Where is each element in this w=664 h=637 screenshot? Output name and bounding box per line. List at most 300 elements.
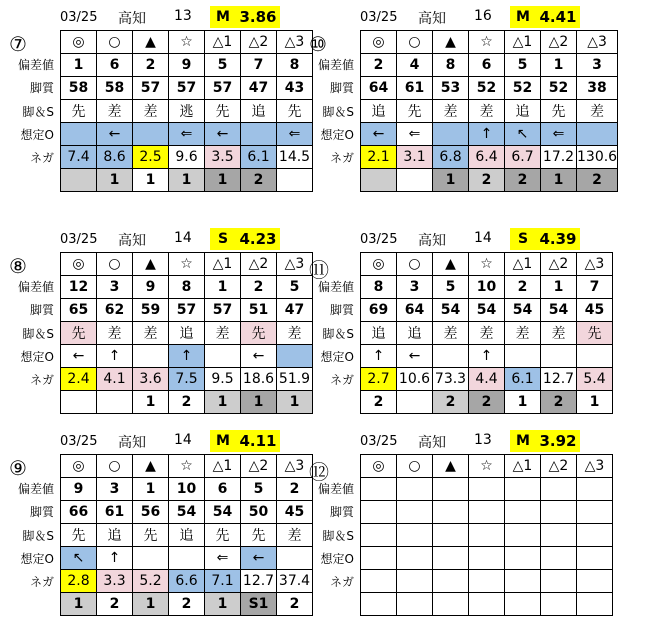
arrow-cell: [397, 547, 433, 570]
mark-cell: △2: [541, 253, 577, 276]
odds-cell: 6.1: [241, 146, 277, 169]
arrow-cell: [241, 123, 277, 146]
race-venue: 高知: [418, 233, 446, 249]
mark-cell: ▲: [433, 253, 469, 276]
score-cell: 61: [397, 77, 433, 100]
horse-number-cell: 1: [541, 276, 577, 299]
horse-number-cell: [505, 478, 541, 501]
horse-number-cell: 2: [241, 276, 277, 299]
score-cell: 50: [241, 501, 277, 524]
horse-number-cell: 5: [205, 54, 241, 77]
horse-number-cell: 5: [505, 54, 541, 77]
horse-number-cell: 4: [397, 54, 433, 77]
table-row: [361, 570, 613, 593]
horse-number-cell: 7: [577, 276, 613, 299]
score-cell: 54: [205, 501, 241, 524]
race-venue: 高知: [418, 435, 446, 451]
race-table: [60, 252, 313, 414]
negative-cell: 2: [577, 169, 618, 192]
row-label: 偏差値: [17, 482, 54, 496]
score-cell: 61: [97, 501, 133, 524]
table-row: [61, 322, 313, 345]
horse-number-cell: [361, 478, 397, 501]
race-number: ⑫: [309, 460, 329, 484]
score-cell: [541, 501, 577, 524]
score-cell: 54: [169, 501, 205, 524]
mark-cell: △3: [577, 31, 618, 54]
running-style-cell: 先: [205, 524, 241, 547]
arrow-cell: ↑: [361, 345, 397, 368]
horse-number-cell: 1: [205, 276, 241, 299]
odds-cell: [433, 570, 469, 593]
running-style-cell: 追: [397, 322, 433, 345]
odds-cell: 3.5: [205, 146, 241, 169]
mark-cell: △2: [541, 455, 577, 478]
score-cell: 57: [205, 77, 241, 100]
running-style-cell: 先: [61, 524, 97, 547]
row-label: 脚＆S: [22, 528, 54, 543]
row-label: 脚＆S: [322, 326, 354, 341]
running-style-cell: 差: [97, 100, 133, 123]
table-row: [61, 368, 313, 391]
mark-cell: ▲: [433, 455, 469, 478]
mark-cell: ◎: [61, 31, 97, 54]
running-style-cell: [361, 524, 397, 547]
score-cell: 62: [97, 299, 133, 322]
horse-number-cell: 3: [97, 478, 133, 501]
score-cell: 52: [505, 77, 541, 100]
table-row: [361, 593, 613, 616]
race-date: 03/25: [60, 232, 98, 247]
horse-number-cell: 5: [433, 276, 469, 299]
race-header: [360, 430, 662, 452]
arrow-cell: ↖: [505, 123, 541, 146]
mark-cell: △3: [277, 31, 313, 54]
row-label: 偏差値: [317, 280, 354, 294]
negative-cell: 1: [97, 169, 133, 192]
negative-cell: 2: [277, 593, 313, 616]
table-row: [61, 593, 313, 616]
row-label: 想定O: [320, 349, 354, 364]
row-labels: [302, 54, 358, 170]
table-row: [361, 77, 618, 100]
score-cell: 43: [277, 77, 313, 100]
race-grade: S: [210, 228, 236, 250]
running-style-cell: 差: [277, 322, 313, 345]
score-cell: 58: [61, 77, 97, 100]
table-row: [61, 345, 313, 368]
race-header: [360, 6, 662, 28]
odds-cell: [469, 570, 505, 593]
horse-number-cell: 8: [277, 54, 313, 77]
mark-cell: ◎: [61, 455, 97, 478]
pace-value: 3.92: [536, 430, 580, 452]
negative-cell: 2: [469, 169, 505, 192]
odds-cell: 4.4: [469, 368, 505, 391]
table-row: [61, 123, 313, 146]
horse-number-cell: 2: [277, 478, 313, 501]
mark-cell: ○: [397, 31, 433, 54]
row-label: 脚＆S: [322, 528, 354, 543]
negative-cell: 1: [577, 391, 613, 414]
race-header: [60, 6, 362, 28]
odds-cell: 10.6: [397, 368, 433, 391]
table-row: [361, 345, 613, 368]
negative-cell: 1: [205, 169, 241, 192]
negative-cell: 1: [205, 593, 241, 616]
horse-number-cell: 9: [133, 276, 169, 299]
mark-cell: △2: [541, 31, 577, 54]
odds-cell: [361, 570, 397, 593]
odds-cell: [505, 570, 541, 593]
arrow-cell: [133, 547, 169, 570]
mark-cell: △1: [205, 253, 241, 276]
negative-cell: 1: [277, 391, 313, 414]
odds-cell: 12.7: [241, 570, 277, 593]
row-label: ネガ: [29, 575, 54, 590]
mark-cell: ◎: [361, 253, 397, 276]
score-cell: [433, 501, 469, 524]
table-row: [61, 478, 313, 501]
negative-cell: 2: [505, 169, 541, 192]
score-cell: 45: [577, 299, 613, 322]
arrow-cell: ↑: [97, 547, 133, 570]
score-cell: 57: [205, 299, 241, 322]
arrow-cell: ⇐: [397, 123, 433, 146]
table-row: [361, 146, 618, 169]
score-cell: 69: [361, 299, 397, 322]
table-row: [361, 276, 613, 299]
row-label: 脚＆S: [322, 104, 354, 119]
runner-count: 16: [474, 8, 492, 24]
row-label: ネガ: [329, 151, 354, 166]
running-style-cell: 先: [133, 524, 169, 547]
table-row: [361, 123, 618, 146]
pace-value: 4.23: [236, 228, 280, 250]
horse-number-cell: 7: [241, 54, 277, 77]
odds-cell: 2.1: [361, 146, 397, 169]
odds-cell: 2.7: [361, 368, 397, 391]
mark-cell: ☆: [169, 253, 205, 276]
score-cell: 56: [133, 501, 169, 524]
race-grade: M: [210, 430, 236, 452]
negative-cell: [397, 391, 433, 414]
odds-cell: 6.6: [169, 570, 205, 593]
score-cell: 53: [433, 77, 469, 100]
mark-cell: ◎: [361, 31, 397, 54]
arrow-cell: [541, 547, 577, 570]
runner-count: 14: [174, 230, 192, 246]
score-cell: 58: [97, 77, 133, 100]
mark-cell: ▲: [433, 31, 469, 54]
negative-cell: 1: [541, 169, 577, 192]
table-row: [361, 169, 618, 192]
row-labels: [302, 276, 358, 392]
odds-cell: 5.2: [133, 570, 169, 593]
race-date: 03/25: [60, 434, 98, 449]
score-cell: 54: [469, 299, 505, 322]
arrow-cell: ←: [361, 123, 397, 146]
odds-cell: 18.6: [241, 368, 277, 391]
table-row: [361, 455, 613, 478]
arrow-cell: ⇐: [169, 123, 205, 146]
negative-cell: [469, 593, 505, 616]
odds-cell: 7.5: [169, 368, 205, 391]
negative-cell: 1: [133, 169, 169, 192]
odds-cell: 6.4: [469, 146, 505, 169]
race-panel: [309, 228, 662, 433]
odds-cell: 3.3: [97, 570, 133, 593]
horse-number-cell: [577, 478, 613, 501]
row-label: 脚＆S: [22, 326, 54, 341]
horse-number-cell: 12: [61, 276, 97, 299]
race-date: 03/25: [360, 10, 398, 25]
horse-number-cell: 6: [97, 54, 133, 77]
arrow-cell: ↑: [469, 345, 505, 368]
running-style-cell: 差: [469, 100, 505, 123]
negative-cell: 2: [433, 391, 469, 414]
arrow-cell: ←: [97, 123, 133, 146]
table-row: [61, 169, 313, 192]
pace-value: 4.41: [536, 6, 580, 28]
running-style-cell: 差: [97, 322, 133, 345]
negative-cell: 2: [541, 391, 577, 414]
arrow-cell: [133, 123, 169, 146]
mark-cell: ☆: [469, 31, 505, 54]
race-grade: M: [210, 6, 236, 28]
negative-cell: 1: [205, 391, 241, 414]
odds-cell: 2.8: [61, 570, 97, 593]
negative-cell: 1: [505, 391, 541, 414]
score-cell: [469, 501, 505, 524]
row-label: ネガ: [329, 373, 354, 388]
race-grade: M: [510, 430, 536, 452]
running-style-cell: [505, 524, 541, 547]
score-cell: [397, 501, 433, 524]
mark-cell: ☆: [469, 253, 505, 276]
horse-number-cell: 9: [61, 478, 97, 501]
horse-number-cell: 3: [397, 276, 433, 299]
score-cell: 52: [469, 77, 505, 100]
table-row: [61, 54, 313, 77]
running-style-cell: 追: [241, 100, 277, 123]
score-cell: 52: [541, 77, 577, 100]
row-label: 想定O: [320, 551, 354, 566]
row-label: 脚＆S: [22, 104, 54, 119]
odds-cell: 17.2: [541, 146, 577, 169]
running-style-cell: 差: [433, 100, 469, 123]
row-label: 脚質: [329, 505, 354, 520]
negative-cell: 2: [169, 593, 205, 616]
mark-cell: ○: [97, 31, 133, 54]
running-style-cell: [541, 524, 577, 547]
race-header: [60, 228, 362, 250]
arrow-cell: ←: [241, 547, 277, 570]
odds-cell: 9.5: [205, 368, 241, 391]
negative-cell: 2: [241, 169, 277, 192]
mark-cell: △3: [577, 253, 613, 276]
score-cell: 57: [169, 299, 205, 322]
race-venue: 高知: [118, 435, 146, 451]
table-row: [361, 100, 618, 123]
row-label: 偏差値: [17, 280, 54, 294]
arrow-cell: [169, 547, 205, 570]
table-row: [61, 146, 313, 169]
horse-number-cell: 6: [469, 54, 505, 77]
mark-cell: △3: [577, 455, 613, 478]
race-panel: [309, 430, 662, 635]
odds-cell: 12.7: [541, 368, 577, 391]
score-cell: 47: [241, 77, 277, 100]
score-cell: 51: [241, 299, 277, 322]
running-style-cell: 先: [541, 100, 577, 123]
race-header: [60, 430, 362, 452]
table-row: [361, 501, 613, 524]
horse-number-cell: 5: [241, 478, 277, 501]
table-row: [61, 570, 313, 593]
table-row: [361, 478, 613, 501]
horse-number-cell: 8: [361, 276, 397, 299]
horse-number-cell: [469, 478, 505, 501]
negative-cell: [361, 169, 397, 192]
mark-cell: △1: [505, 455, 541, 478]
running-style-cell: 差: [133, 100, 169, 123]
odds-cell: 6.1: [505, 368, 541, 391]
race-panel: [309, 6, 662, 211]
mark-cell: ☆: [169, 31, 205, 54]
table-row: [361, 322, 613, 345]
mark-cell: △2: [241, 455, 277, 478]
horse-number-cell: 1: [133, 478, 169, 501]
arrow-cell: [505, 345, 541, 368]
negative-cell: 1: [169, 169, 205, 192]
mark-cell: ○: [97, 253, 133, 276]
running-style-cell: 先: [397, 100, 433, 123]
race-date: 03/25: [360, 232, 398, 247]
negative-cell: 1: [61, 593, 97, 616]
horse-number-cell: 2: [505, 276, 541, 299]
odds-cell: 14.5: [277, 146, 313, 169]
running-style-cell: 先: [241, 322, 277, 345]
score-cell: 47: [277, 299, 313, 322]
horse-number-cell: 3: [577, 54, 618, 77]
negative-cell: 1: [433, 169, 469, 192]
score-cell: 45: [277, 501, 313, 524]
negative-cell: [541, 593, 577, 616]
race-venue: 高知: [418, 11, 446, 27]
horse-number-cell: 2: [133, 54, 169, 77]
odds-cell: 2.4: [61, 368, 97, 391]
runner-count: 14: [174, 432, 192, 448]
horse-number-cell: 10: [469, 276, 505, 299]
row-label: 脚質: [29, 505, 54, 520]
row-labels: [2, 54, 58, 170]
mark-cell: ▲: [133, 253, 169, 276]
row-label: ネガ: [29, 373, 54, 388]
runner-count: 13: [174, 8, 192, 24]
running-style-cell: 追: [361, 322, 397, 345]
score-cell: 64: [397, 299, 433, 322]
odds-cell: [541, 570, 577, 593]
mark-cell: ▲: [133, 455, 169, 478]
race-table: [360, 454, 613, 616]
runner-count: 14: [474, 230, 492, 246]
table-row: [361, 253, 613, 276]
row-label: ネガ: [29, 151, 54, 166]
race-number: ⑨: [9, 456, 27, 480]
arrow-cell: ←: [397, 345, 433, 368]
mark-cell: △1: [205, 455, 241, 478]
horse-number-cell: [541, 478, 577, 501]
odds-cell: 8.6: [97, 146, 133, 169]
race-number: ⑩: [309, 32, 327, 56]
table-row: [361, 54, 618, 77]
arrow-cell: ⇐: [205, 547, 241, 570]
row-labels: [2, 276, 58, 392]
race-venue: 高知: [118, 11, 146, 27]
score-cell: 64: [361, 77, 397, 100]
arrow-cell: [541, 345, 577, 368]
running-style-cell: 差: [469, 322, 505, 345]
table-row: [361, 31, 618, 54]
horse-number-cell: [397, 478, 433, 501]
running-style-cell: 先: [277, 100, 313, 123]
running-style-cell: [469, 524, 505, 547]
race-table: [60, 454, 313, 616]
horse-number-cell: 8: [433, 54, 469, 77]
score-cell: [361, 501, 397, 524]
odds-cell: 3.1: [397, 146, 433, 169]
running-style-cell: [397, 524, 433, 547]
odds-cell: 9.6: [169, 146, 205, 169]
odds-cell: 130.6: [577, 146, 618, 169]
race-grade: M: [510, 6, 536, 28]
odds-cell: [397, 570, 433, 593]
row-labels: [2, 478, 58, 594]
race-table: [360, 252, 613, 414]
negative-cell: 2: [169, 391, 205, 414]
race-table: [360, 30, 618, 192]
arrow-cell: [469, 547, 505, 570]
score-cell: [505, 501, 541, 524]
negative-cell: [361, 593, 397, 616]
arrow-cell: [505, 547, 541, 570]
arrow-cell: [577, 123, 618, 146]
mark-cell: △1: [505, 253, 541, 276]
negative-cell: [97, 391, 133, 414]
row-label: 偏差値: [17, 58, 54, 72]
row-label: 想定O: [20, 127, 54, 142]
running-style-cell: 先: [577, 322, 613, 345]
horse-number-cell: [433, 478, 469, 501]
table-row: [61, 524, 313, 547]
pace-value: 4.39: [536, 228, 580, 250]
negative-cell: [505, 593, 541, 616]
table-row: [61, 77, 313, 100]
running-style-cell: 差: [433, 322, 469, 345]
score-cell: 65: [61, 299, 97, 322]
mark-cell: ▲: [133, 31, 169, 54]
row-label: 想定O: [320, 127, 354, 142]
horse-number-cell: 3: [97, 276, 133, 299]
negative-cell: 1: [133, 593, 169, 616]
mark-cell: △2: [241, 31, 277, 54]
odds-cell: 73.3: [433, 368, 469, 391]
negative-cell: [433, 593, 469, 616]
score-cell: 54: [433, 299, 469, 322]
arrow-cell: ⇐: [277, 123, 313, 146]
row-labels: [302, 478, 358, 594]
